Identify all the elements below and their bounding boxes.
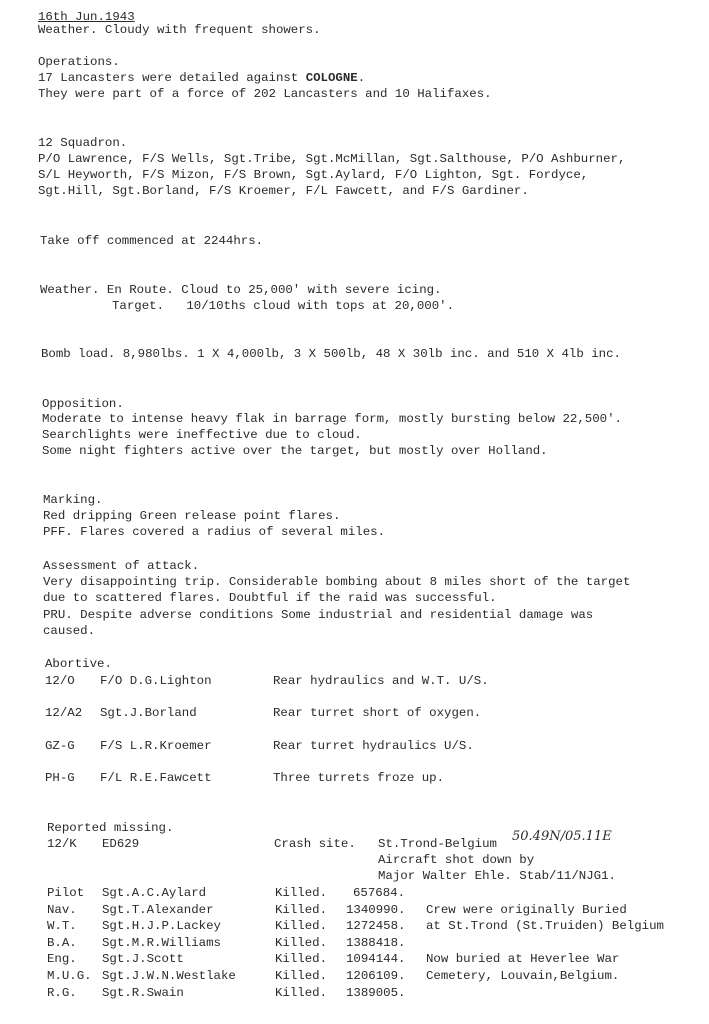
- missing-aircraft-code: 12/K: [47, 837, 77, 851]
- crew-role: B.A.: [47, 936, 77, 950]
- crew-note: Now buried at Heverlee War: [426, 952, 620, 966]
- crash-site: St.Trond-Belgium: [378, 837, 497, 851]
- crew-role: R.G.: [47, 986, 77, 1000]
- crew-number: 1272458.: [346, 919, 406, 933]
- crew-number: 1206109.: [346, 969, 406, 983]
- weather-summary: Weather. Cloudy with frequent showers.: [38, 23, 321, 37]
- crew-status: Killed.: [275, 952, 328, 966]
- abortive-name: Sgt.J.Borland: [100, 706, 197, 720]
- abortive-code: GZ-G: [45, 739, 75, 753]
- squadron-crew-line-2: S/L Heyworth, F/S Mizon, F/S Brown, Sgt.Aylard, F/O Lighton, Sgt. Fordyce,: [38, 168, 589, 182]
- operations-heading: Operations.: [38, 55, 120, 69]
- marking-line-1: Red dripping Green release point flares.: [43, 509, 341, 523]
- abortive-heading: Abortive.: [45, 657, 112, 671]
- marking-heading: Marking.: [43, 493, 103, 507]
- operations-target: COLOGNE: [305, 71, 358, 85]
- handwritten-coordinates: 50.49N/05.11E: [512, 829, 612, 844]
- crew-status: Killed.: [275, 903, 328, 917]
- crew-name: Sgt.A.C.Aylard: [102, 886, 207, 900]
- crew-number: 1094144.: [346, 952, 406, 966]
- crew-role: Pilot: [47, 886, 85, 900]
- crew-name: Sgt.H.J.P.Lackey: [102, 919, 221, 933]
- crew-note: Crew were originally Buried: [426, 903, 627, 917]
- abortive-reason: Rear hydraulics and W.T. U/S.: [273, 674, 489, 688]
- crew-number: 657684.: [353, 886, 406, 900]
- abortive-name: F/O D.G.Lighton: [100, 674, 212, 688]
- marking-line-2: PFF. Flares covered a radius of several miles.: [43, 525, 386, 539]
- abortive-code: PH-G: [45, 771, 75, 785]
- assessment-line-3: PRU. Despite adverse conditions Some industrial and residential damage was: [43, 608, 594, 622]
- squadron-crew-line-1: P/O Lawrence, F/S Wells, Sgt.Tribe, Sgt.McMillan, Sgt.Salthouse, P/O Ashburner,: [38, 152, 626, 166]
- crew-name: Sgt.M.R.Williams: [102, 936, 221, 950]
- abortive-reason: Rear turret hydraulics U/S.: [273, 739, 474, 753]
- crew-note: Cemetery, Louvain,Belgium.: [426, 969, 620, 983]
- operations-line-1-prefix: 17 Lancasters were detailed against: [38, 71, 306, 85]
- crew-name: Sgt.R.Swain: [102, 986, 184, 1000]
- entry-date: 16th Jun.1943: [38, 10, 135, 24]
- crew-name: Sgt.T.Alexander: [102, 903, 214, 917]
- operations-line-1-suffix: .: [357, 71, 366, 85]
- opposition-line-3: Some night fighters active over the target, but mostly over Holland.: [42, 444, 548, 458]
- assessment-line-1: Very disappointing trip. Considerable bombing about 8 miles short of the target: [43, 575, 631, 589]
- assessment-line-2: due to scattered flares. Doubtful if the raid was successful.: [43, 591, 497, 605]
- crew-status: Killed.: [275, 969, 328, 983]
- abortive-reason: Three turrets froze up.: [273, 771, 445, 785]
- crew-status: Killed.: [275, 919, 328, 933]
- abortive-reason: Rear turret short of oxygen.: [273, 706, 482, 720]
- squadron-heading: 12 Squadron.: [38, 136, 128, 150]
- shot-down-line-1: Aircraft shot down by: [378, 853, 535, 867]
- crew-name: Sgt.J.W.N.Westlake: [102, 969, 236, 983]
- crew-number: 1340990.: [346, 903, 406, 917]
- squadron-crew-line-3: Sgt.Hill, Sgt.Borland, F/S Kroemer, F/L Fawcett, and F/S Gardiner.: [38, 184, 529, 198]
- crew-name: Sgt.J.Scott: [102, 952, 184, 966]
- weather-en-route: Weather. En Route. Cloud to 25,000' with severe icing.: [40, 283, 442, 297]
- assessment-line-4: caused.: [43, 624, 96, 638]
- shot-down-line-2: Major Walter Ehle. Stab/11/NJG1.: [378, 869, 616, 883]
- assessment-heading: Assessment of attack.: [43, 559, 200, 573]
- crew-status: Killed.: [275, 886, 328, 900]
- missing-heading: Reported missing.: [47, 821, 174, 835]
- crew-role: W.T.: [47, 919, 77, 933]
- opposition-heading: Opposition.: [42, 397, 124, 411]
- bomb-load: Bomb load. 8,980lbs. 1 X 4,000lb, 3 X 500lb, 48 X 30lb inc. and 510 X 4lb inc.: [41, 347, 621, 361]
- crash-site-label: Crash site.: [274, 837, 356, 851]
- abortive-name: F/L R.E.Fawcett: [100, 771, 212, 785]
- abortive-code: 12/A2: [45, 706, 83, 720]
- operations-line-1: [38, 70, 365, 86]
- operations-line-2: They were part of a force of 202 Lancasters and 10 Halifaxes.: [38, 87, 492, 101]
- crew-number: 1389005.: [346, 986, 406, 1000]
- crew-number: 1388418.: [346, 936, 406, 950]
- weather-target: Target. 10/10ths cloud with tops at 20,000'.: [112, 299, 455, 313]
- crew-status: Killed.: [275, 986, 328, 1000]
- opposition-line-1: Moderate to intense heavy flak in barrage form, mostly bursting below 22,500'.: [42, 412, 622, 426]
- crew-note: at St.Trond (St.Truiden) Belgium: [426, 919, 664, 933]
- missing-aircraft-serial: ED629: [102, 837, 140, 851]
- opposition-line-2: Searchlights were ineffective due to cloud.: [42, 428, 362, 442]
- crew-role: M.U.G.: [47, 969, 92, 983]
- takeoff-time: Take off commenced at 2244hrs.: [40, 234, 264, 248]
- crew-role: Nav.: [47, 903, 77, 917]
- abortive-code: 12/O: [45, 674, 75, 688]
- abortive-name: F/S L.R.Kroemer: [100, 739, 212, 753]
- crew-role: Eng.: [47, 952, 77, 966]
- crew-status: Killed.: [275, 936, 328, 950]
